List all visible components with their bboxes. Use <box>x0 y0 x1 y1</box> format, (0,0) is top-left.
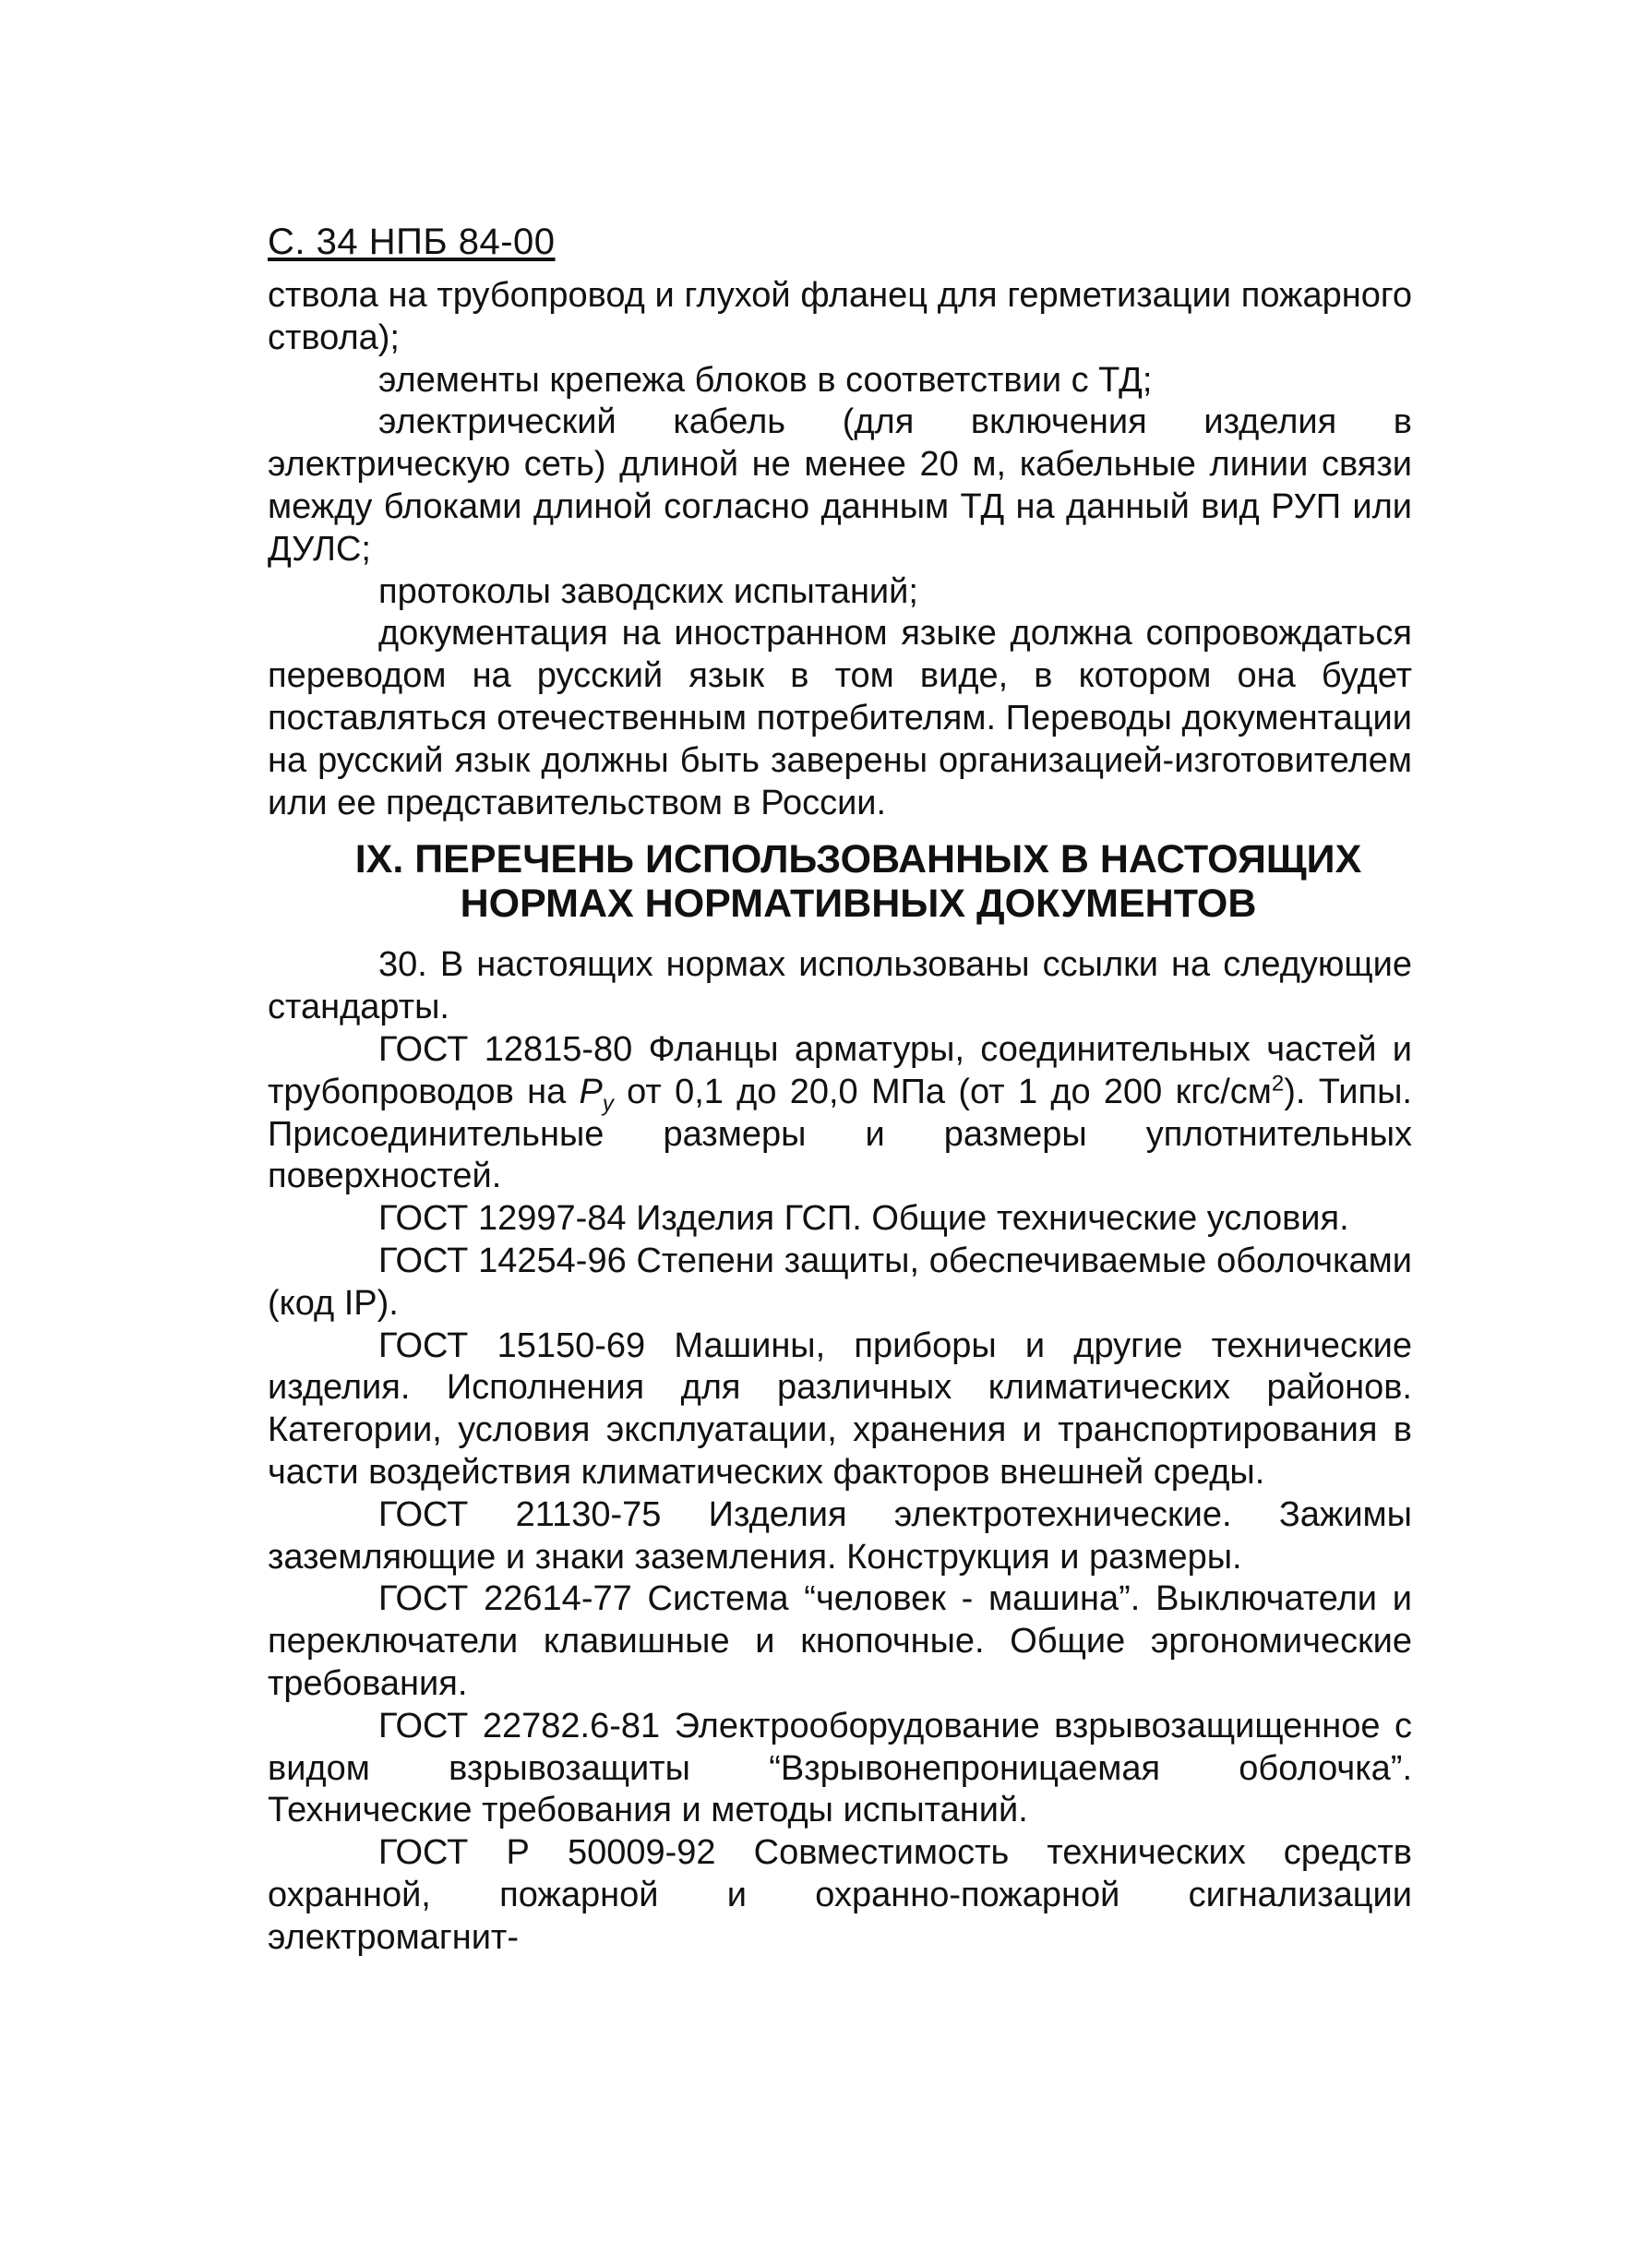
reference-gost-22782: ГОСТ 22782.6-81 Электрооборудование взрывозащищенное с видом взрывозащиты “Взрывонепроницаемая оболочка”. Технические требования и методы испытаний. <box>268 1706 1412 1830</box>
unit-superscript: 2 <box>1271 1071 1285 1097</box>
paragraph-fasteners: элементы крепежа блоков в соответствии с ТД; <box>378 360 1153 400</box>
paragraph-protocols: протоколы заводских испытаний; <box>378 571 918 611</box>
reference-gost-22614: ГОСТ 22614-77 Система “человек - машина”. Выключатели и переключатели клавишные и кнопочные. Общие эргономические требования. <box>268 1579 1412 1703</box>
pressure-subscript: y <box>602 1091 614 1117</box>
gost1-text-b: от 0,1 до 20,0 МПа (от 1 до 200 кгс/см <box>613 1072 1272 1111</box>
document-page <box>268 218 1412 1959</box>
gost1-text-c: ). Типы. Присоединительные размеры и размеры уплотнительных поверхностей. <box>268 1072 1412 1196</box>
section-title <box>268 837 1412 926</box>
reference-gost-15150: ГОСТ 15150-69 Машины, приборы и другие технические изделия. Исполнения для различных климатических районов. Категории, условия эксплуатации, хранения и транспортирования в части воздействия климатических факторов внешней среды. <box>268 1325 1412 1492</box>
section-title-line2: НОРМАХ НОРМАТИВНЫХ ДОКУМЕНТОВ <box>460 882 1257 927</box>
reference-gost-21130: ГОСТ 21130-75 Изделия электротехнические. Зажимы заземляющие и знаки заземления. Конструкция и размеры. <box>268 1494 1412 1577</box>
paragraph-documentation: документация на иностранном языке должна сопровождаться переводом на русский язык в том виде, в котором она будет поставляться отечественным потребителям. Переводы документации на русский язык должны быть заверены организацией-изготовителем или ее представительством в России. <box>268 614 1412 822</box>
reference-gost-12815 <box>268 1029 1412 1198</box>
paragraph-intro: 30. В настоящих нормах использованы ссылки на следующие стандарты. <box>268 945 1412 1027</box>
reference-gost-r-50009: ГОСТ Р 50009-92 Совместимость технических средств охранной, пожарной и охранно-пожарной сигнализации электромагнит- <box>268 1833 1412 1957</box>
reference-gost-12997: ГОСТ 12997-84 Изделия ГСП. Общие технические условия. <box>378 1199 1349 1239</box>
pressure-symbol: P <box>579 1072 603 1111</box>
paragraph-continuation: ствола на трубопровод и глухой фланец для герметизации пожарного ствола); <box>268 276 1412 357</box>
reference-gost-14254: ГОСТ 14254-96 Степени защиты, обеспечиваемые оболочками (код IP). <box>268 1241 1412 1323</box>
page-header: С. 34 НПБ 84-00 <box>268 222 556 262</box>
gost1-text-a: ГОСТ 12815-80 Фланцы арматуры, соединительных частей и трубопроводов на <box>268 1029 1412 1111</box>
paragraph-cable: электрический кабель (для включения изделия в электрическую сеть) длиной не менее 20 м, кабельные линии связи между блоками длиной согласно данным ТД на данный вид РУП или ДУЛС; <box>268 402 1412 569</box>
section-title-line1: IX. ПЕРЕЧЕНЬ ИСПОЛЬЗОВАННЫХ В НАСТОЯЩИХ <box>354 837 1362 882</box>
